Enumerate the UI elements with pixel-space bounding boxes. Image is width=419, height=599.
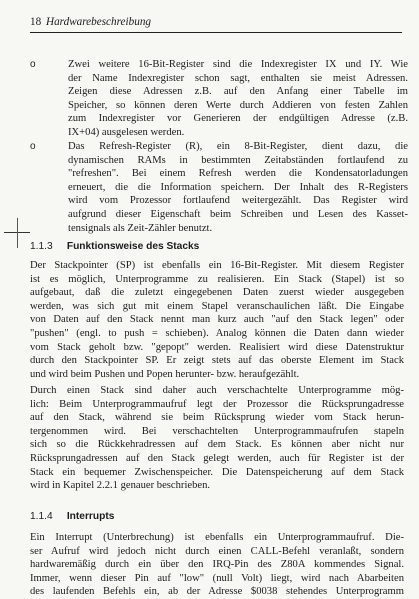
text-line: wird in Kapitel 2.2.1 genauer beschrieben. — [30, 480, 211, 492]
text-line: durch den Stackpointer SP. Er zeigt stets auf das oberste Element im Stack — [30, 355, 404, 367]
paragraph-stack-nesting — [30, 384, 404, 493]
text-line: Zeigen diese Adressen z.B. auf den Anfang einer Tabelle im — [68, 86, 408, 98]
text-line: Speicher, so können deren Werte durch Addieren von festen Zahlen — [68, 99, 408, 111]
crop-mark — [17, 218, 18, 248]
section-number: 1.1.3 — [30, 241, 53, 252]
bullet-text — [68, 58, 408, 140]
text-line: vom Stack geholt bzw. "gepopt" werden. Realisiert wird diese Datenstruktur — [30, 341, 404, 353]
section-number: 1.1.4 — [30, 511, 53, 522]
bullet-marker: o — [30, 59, 36, 70]
text-line: Zwei weitere 16-Bit-Register sind die Indexregister IX und IY. Wie — [68, 59, 408, 70]
text-line: hardwaremäßig durch ein über den IRQ-Pin des Z80A kommendes Signal. — [30, 559, 404, 571]
text-line: erneuert, die die Information speichern. Der Inhalt des R-Registers — [68, 181, 408, 193]
text-line: lich: Beim Unterprogrammaufruf legt der Prozessor die Rücksprungadresse — [30, 398, 404, 410]
bullet-marker: o — [30, 141, 36, 152]
text-line: "pushen" (engl. to push = schieben). Analog können die Daten dann wieder — [30, 327, 404, 339]
text-line: des laufenden Befehls ein, ab der Adresse $0038 stehendes Unterprogramm — [30, 586, 404, 598]
text-line: Durch einen Stack sind daher auch verschachtelte Unterprogramme mög- — [30, 385, 404, 396]
text-line: auf den Stack, während sie beim Rücksprung wieder vom Stack herun- — [30, 412, 404, 424]
text-line: tensignals als Zeit-Zähler benutzt. — [68, 222, 213, 234]
bullet-text — [68, 140, 408, 235]
text-line: und wird beim Pushen und Popen herunter- bzw. heraufgezählt. — [30, 368, 300, 380]
section-title: Interrupts — [66, 511, 115, 522]
paragraph-interrupts — [30, 531, 404, 599]
section-heading-interrupts — [30, 510, 114, 523]
section-title: Funktionsweise des Stacks — [66, 241, 200, 252]
text-line: dynamischen RAMs in bestimmten Zeitabständen fortlaufend zu — [68, 154, 408, 166]
text-line: ser Aufruf wird jedoch nicht durch einen CALL-Befehl veranlaßt, sondern — [30, 545, 404, 557]
text-line: wird vom Prozessor fortlaufend weitergezählt. Das Register wird — [68, 195, 408, 207]
text-line: Stack ein bequemer Zwischenspeicher. Die Datenspeicherung auf dem Stack — [30, 466, 404, 478]
section-heading-stack — [30, 240, 199, 253]
text-line: der Name Indexregister schon sagt, enthalten sie meist Adressen. — [68, 72, 408, 84]
text-line: "refreshen". Bei einem Refresh werden die Kondensatorladungen — [68, 168, 408, 180]
text-line: von Daten auf den Stack nennt man kurz auch "auf den Stack legen" oder — [30, 314, 404, 326]
text-line: IX+04) ausgelesen werden. — [68, 126, 185, 138]
text-line: zum Indexregister vor Generieren der endgültigen Adresse (z.B. — [68, 113, 408, 125]
text-line: werden, was sich gut mit einem Stapel veranschaulichen läßt. Die Eingabe — [30, 300, 404, 312]
running-title: Hardwarebeschreibung — [45, 16, 152, 28]
paragraph-stack-intro — [30, 259, 404, 381]
text-line: Rücksprungadressen auf den Stack gelegt werden, auch für Register ist der — [30, 452, 404, 464]
page-number: 18 — [30, 16, 42, 28]
page-header — [30, 16, 402, 33]
text-line: aufgrund dieser Eigenschaft beim Schreiben und Lesen des Kasset- — [68, 208, 408, 220]
text-line: Das Refresh-Register (R), ein 8-Bit-Register, dient dazu, die — [68, 141, 408, 152]
text-line: ist es möglich, Unterprogramme zu realisieren. Ein Stack (Stapel) ist so — [30, 273, 404, 285]
text-line: aufgebaut, daß die zuletzt eingegebenen Daten zuerst wieder ausgegeben — [30, 287, 404, 299]
text-line: Der Stackpointer (SP) ist ebenfalls ein 16-Bit-Register. Mit diesem Register — [30, 260, 404, 271]
text-line: tergenommen wird. Bei verschachtelten Unterprogrammaufrufen stapeln — [30, 425, 404, 437]
text-line: sich so die Rückkehradressen auf dem Stack. Es können aber nicht nur — [30, 439, 404, 451]
text-line: Ein Interrupt (Unterbrechung) ist ebenfalls ein Unterprogrammaufruf. Die- — [30, 532, 404, 543]
text-line: Immer, wenn dieser Pin auf "low" (null Volt) liegt, wird nach Abarbeiten — [30, 572, 404, 584]
